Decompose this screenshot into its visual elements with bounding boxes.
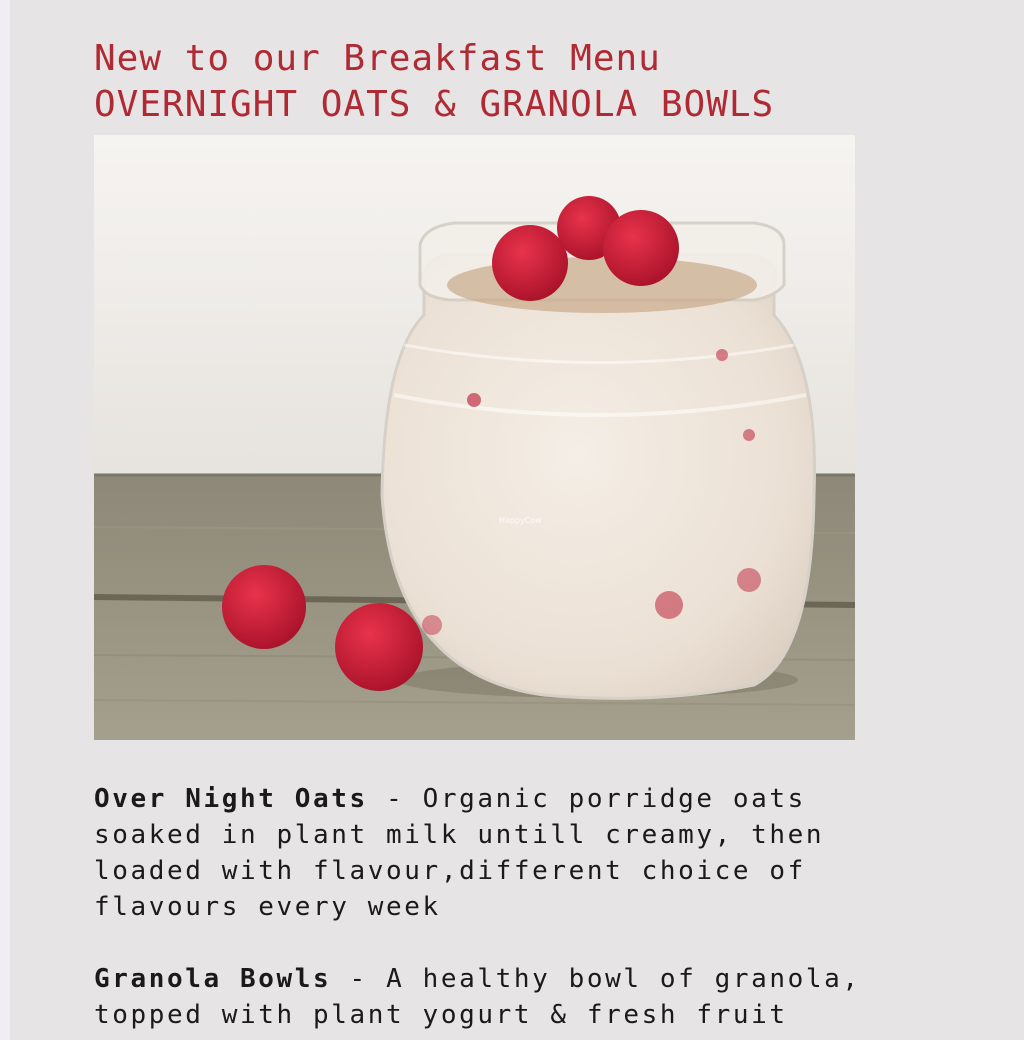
overnight-oats-photo	[94, 135, 855, 740]
item-name: Granola Bowls	[94, 964, 332, 994]
item-description: Organic porridge oats soaked in plant milk untill creamy, then loaded with flavour,different choice of flavours every week	[94, 784, 825, 922]
title-line-2: OVERNIGHT OATS & GRANOLA BOWLS	[94, 84, 775, 125]
jar-graphic	[382, 223, 815, 698]
item-separator: -	[331, 964, 387, 994]
title-line-1: New to our Breakfast Menu	[94, 38, 661, 79]
menu-item-granola-bowls	[94, 961, 994, 1033]
item-description: A healthy bowl of granola, topped with plant yogurt & fresh fruit	[94, 964, 861, 1030]
page-title	[94, 36, 774, 128]
photo-watermark: HappyCow	[499, 516, 542, 525]
menu-item-overnight-oats	[94, 781, 994, 925]
item-name: Over Night Oats	[94, 784, 368, 814]
item-separator: -	[367, 784, 423, 814]
